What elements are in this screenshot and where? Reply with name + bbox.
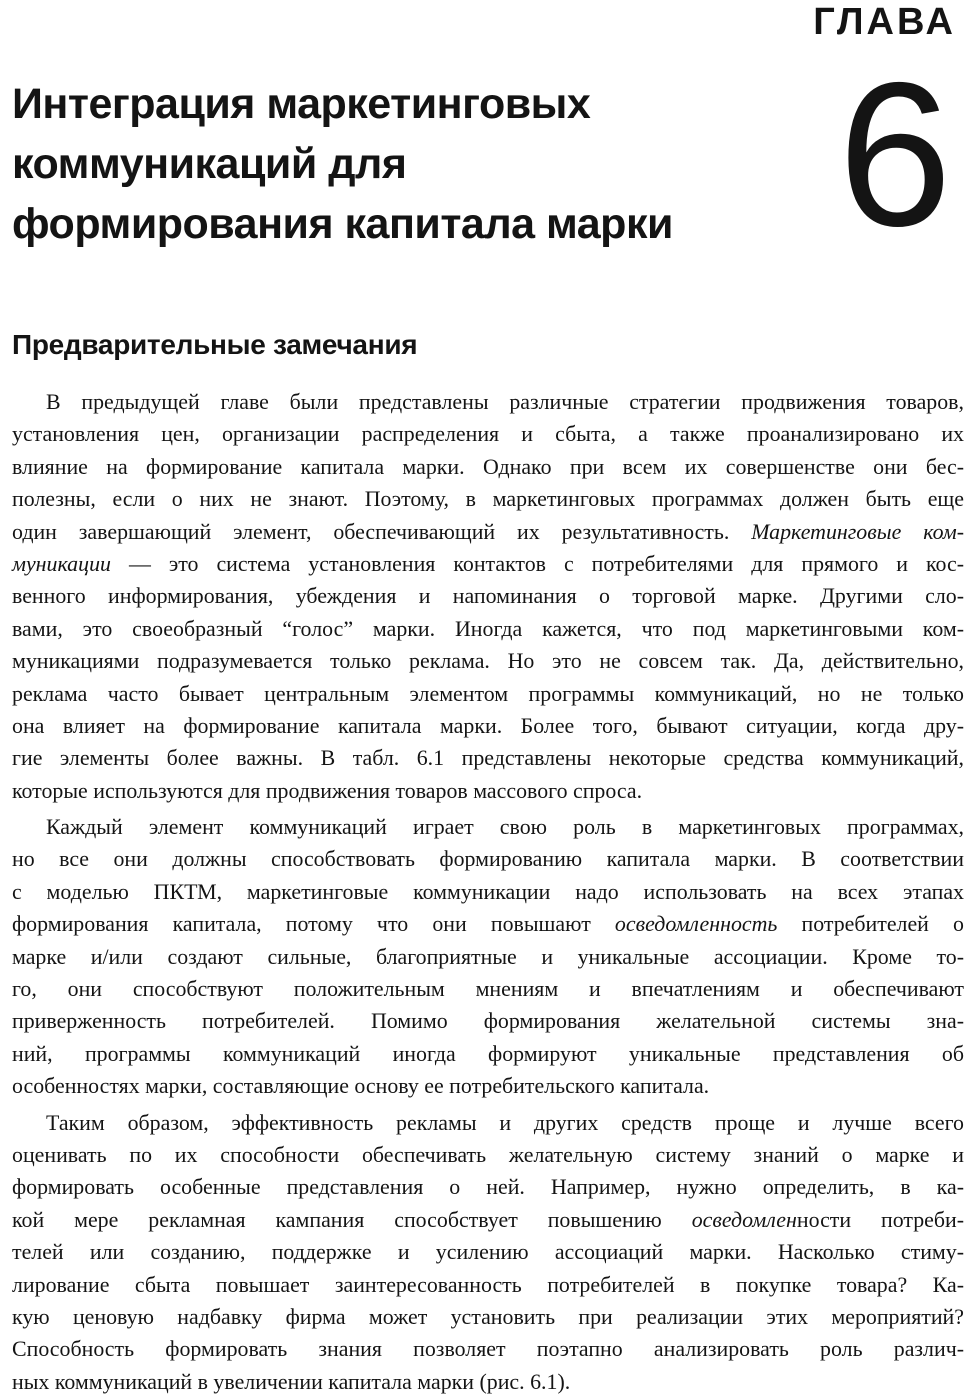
text-line: телей или созданию, поддержке и усилению ассоциаций марки. Насколько стиму- xyxy=(12,1239,964,1265)
text-line: с моделью ПКТМ, маркетинговые коммуникации надо использовать на всех этапах xyxy=(12,878,964,904)
text-line: формирования капитала, потому что они повышают осведомленность потребителей о xyxy=(12,911,964,937)
text-line: лирование сбыта повышает заинтересованность потребителей в покупке товара? Ка- xyxy=(12,1271,964,1297)
italic-term: муникации xyxy=(12,550,111,576)
text-line: приверженность потребителей. Помимо формирования желательной системы зна- xyxy=(12,1008,964,1034)
text-line: влияние на формирование капитала марки. Однако при всем их совершенстве они бес- xyxy=(12,453,964,479)
text-line: установления цен, организации распределения и сбыта, а также проанализировано их xyxy=(12,421,964,447)
text-line: марке и/или создают сильные, благоприятные и уникальные ассоциации. Кроме то- xyxy=(12,943,964,969)
chapter-label: ГЛАВА xyxy=(813,1,956,43)
italic-term: осведомленность xyxy=(614,911,778,937)
text-line: муникации — это система установления контактов с потребителями для прямого и кос- xyxy=(12,550,964,576)
text-line: вами, это своеобразный “голос” марки. Иногда кажется, что под маркетинговыми ком- xyxy=(12,615,964,641)
text-line: но все они должны способствовать формированию капитала марки. В соответствии xyxy=(12,846,964,872)
chapter-title xyxy=(12,74,802,254)
paragraph xyxy=(12,386,964,807)
chapter-title-line: формирования капитала марки xyxy=(12,200,673,248)
text-line: гие элементы более важны. В табл. 6.1 представлены некоторые средства коммуникаций, xyxy=(12,745,964,771)
text-line: формировать особенные представления о ней. Например, нужно определить, в ка- xyxy=(12,1174,964,1200)
text-line: Способность формировать знания позволяет поэтапно анализировать роль различ- xyxy=(12,1336,964,1362)
italic-term: осведомлен xyxy=(691,1206,797,1232)
chapter-title-line: Интеграция маркетинговых xyxy=(12,80,591,128)
text-line: один завершающий элемент, обеспечивающий их результативность. Маркетинговые ком- xyxy=(12,518,964,544)
text-line: полезны, если о них не знают. Поэтому, в маркетинговых программах должен быть еще xyxy=(12,486,964,512)
text-line: она влияет на формирование капитала марки. Более того, бывают ситуации, когда дру- xyxy=(12,712,964,738)
paragraph xyxy=(12,1107,964,1398)
text-line: венного информирования, убеждения и напоминания о торговой марке. Другими сло- xyxy=(12,583,964,609)
chapter-title-line: коммуникаций для xyxy=(12,140,407,188)
paragraph xyxy=(12,811,964,1103)
text-line: го, они способствуют положительным мнениям и впечатлениям и обеспечивают xyxy=(12,976,964,1002)
text-line: особенностях марки, составляющие основу ее потребительского капитала. xyxy=(12,1073,710,1099)
text-line: Каждый элемент коммуникаций играет свою роль в маркетинговых программах, xyxy=(46,814,964,840)
text-line: ных коммуникаций в увеличении капитала марки (рис. 6.1). xyxy=(12,1368,571,1394)
section-heading: Предварительные замечания xyxy=(12,329,418,360)
text-line: кую ценовую надбавку фирма может установить при реализации этих мероприятий? xyxy=(12,1303,964,1329)
text-line: которые используются для продвижения товаров массового спроса. xyxy=(12,777,643,803)
text-line: оценивать по их способности обеспечивать желательную систему знаний о марке и xyxy=(12,1141,964,1167)
chapter-number: 6 xyxy=(837,40,952,269)
italic-term: Маркетинговые ком- xyxy=(751,518,964,544)
body-text xyxy=(12,386,964,1398)
text-line: муникациями подразумевается только реклама. Но это не совсем так. Да, действительно, xyxy=(12,648,964,674)
text-line: ний, программы коммуникаций иногда формируют уникальные представления об xyxy=(12,1040,964,1066)
text-line: Таким образом, эффективность рекламы и других средств проще и лучше всего xyxy=(46,1109,964,1135)
text-line: В предыдущей главе были представлены различные стратегии продвижения товаров, xyxy=(46,389,964,414)
text-line: реклама часто бывает центральным элементом программы коммуникаций, но не только xyxy=(12,680,964,706)
text-line: кой мере рекламная кампания способствует повышению осведомленности потреби- xyxy=(12,1206,965,1232)
